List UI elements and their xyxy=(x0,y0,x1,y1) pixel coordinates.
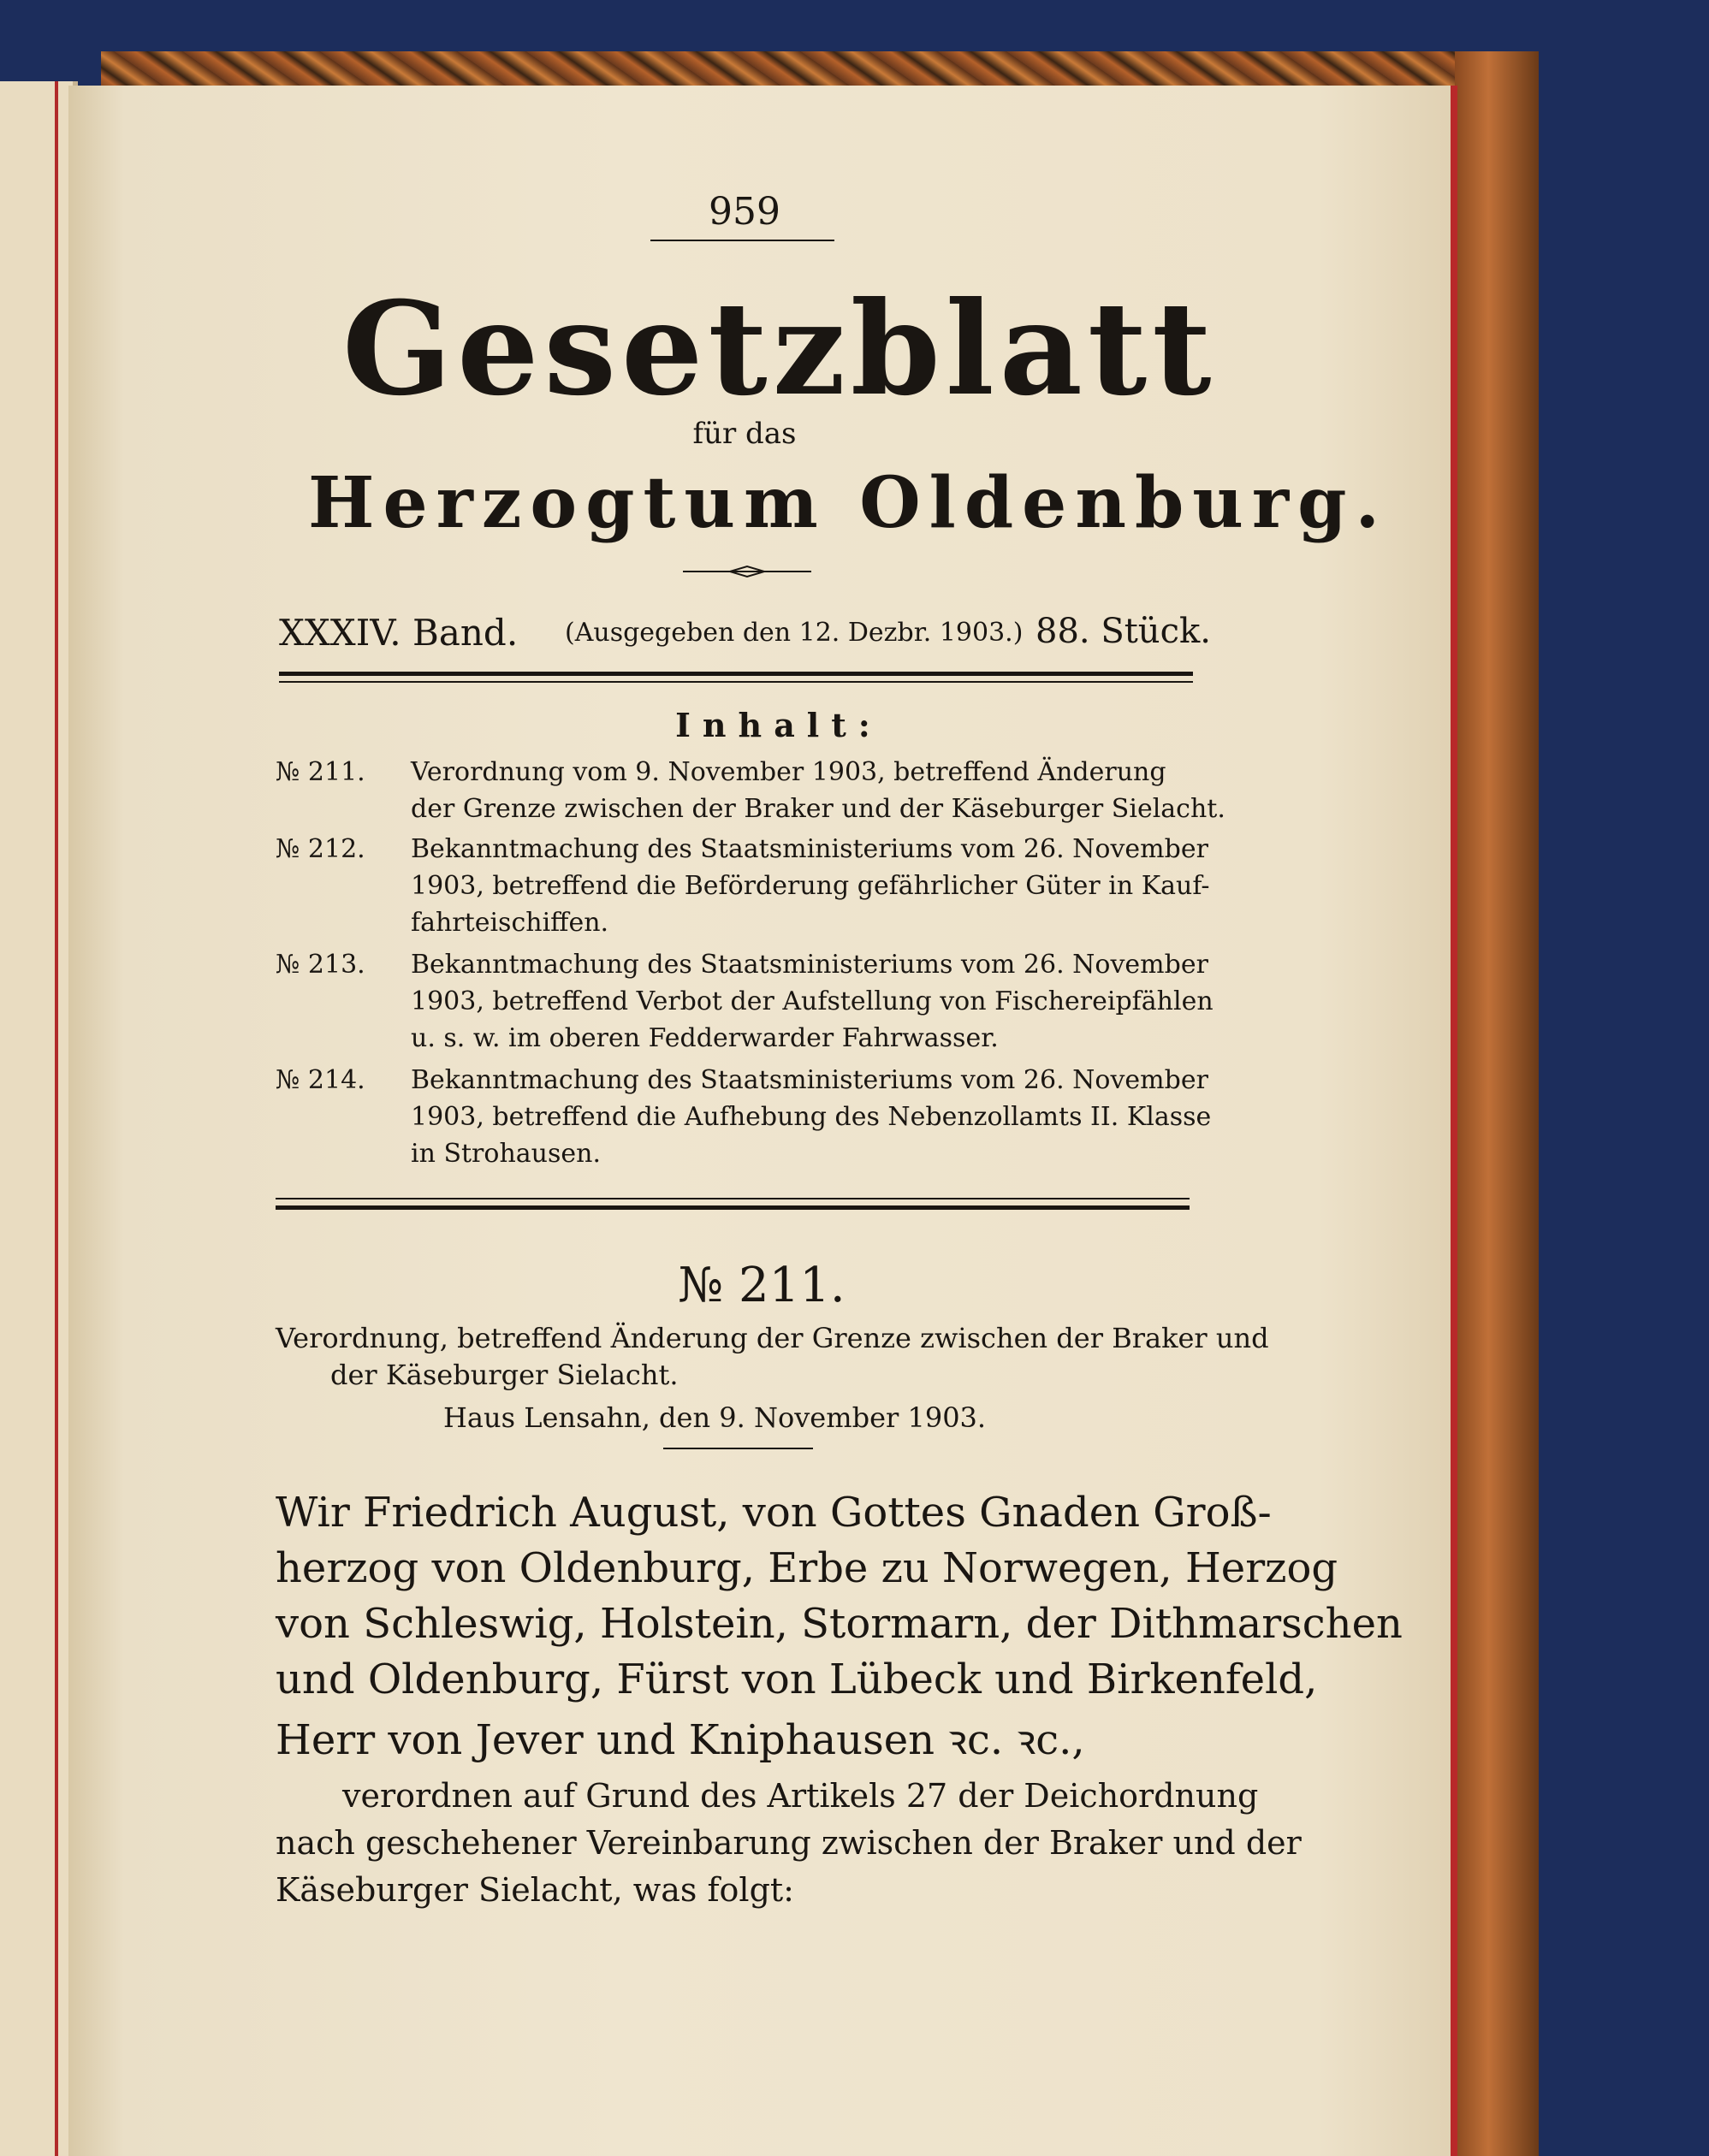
contents-heading: Inhalt: xyxy=(675,706,882,744)
contents-item-line: fahrteischiffen. xyxy=(411,908,609,938)
entry-date-rule xyxy=(663,1448,813,1449)
preamble-line: Wir Friedrich August, von Gottes Gnaden Groß- xyxy=(276,1489,1272,1537)
preamble-line: herzog von Oldenburg, Erbe zu Norwegen, Herzog xyxy=(276,1544,1338,1592)
body-line: verordnen auf Grund des Artikels 27 der Deichordnung xyxy=(342,1777,1259,1815)
preamble-line: Herr von Jever und Kniphausen ꝛc. ꝛc., xyxy=(276,1716,1085,1764)
contents-item-line: 1903, betreffend Verbot der Aufstellung von Fischereipfählen xyxy=(411,986,1214,1016)
contents-top-rule xyxy=(279,672,1193,676)
entry-title-line: der Käseburger Sielacht. xyxy=(330,1359,679,1391)
entry-title-line: Verordnung, betreffend Änderung der Grenze zwischen der Braker und xyxy=(276,1322,1269,1354)
contents-item-number: № 214. xyxy=(276,1065,365,1095)
state-name: Herzogtum Oldenburg. xyxy=(308,462,1388,544)
contents-item-line: in Strohausen. xyxy=(411,1139,601,1169)
contents-item-line: Verordnung vom 9. November 1903, betreffend Änderung xyxy=(411,757,1166,787)
page-number-rule xyxy=(650,240,834,241)
preamble-line: und Oldenburg, Fürst von Lübeck und Birkenfeld, xyxy=(276,1656,1318,1703)
issue-date: (Ausgegeben den 12. Dezbr. 1903.) xyxy=(565,618,1024,648)
contents-bottom-rule-thick xyxy=(276,1205,1190,1210)
entry-place-date: Haus Lensahn, den 9. November 1903. xyxy=(443,1401,987,1434)
volume-label: XXXIV. Band. xyxy=(279,612,519,654)
entry-number-heading: № 211. xyxy=(678,1258,846,1313)
contents-item-number: № 212. xyxy=(276,834,365,864)
contents-top-rule-thin xyxy=(279,681,1193,683)
contents-item-line: u. s. w. im oberen Fedderwarder Fahrwasser. xyxy=(411,1023,999,1053)
preamble-line: von Schleswig, Holstein, Stormarn, der Dithmarschen xyxy=(276,1600,1403,1648)
contents-item-number: № 213. xyxy=(276,950,365,980)
contents-item-line: Bekanntmachung des Staatsministeriums vom 26. November xyxy=(411,834,1208,864)
title-for-line: für das xyxy=(692,417,797,451)
contents-item-line: Bekanntmachung des Staatsministeriums vom 26. November xyxy=(411,1065,1208,1095)
contents-item-line: der Grenze zwischen der Braker und der Käseburger Sielacht. xyxy=(411,794,1225,824)
body-line: nach geschehener Vereinbarung zwischen der Braker und der xyxy=(276,1824,1302,1862)
contents-item-line: 1903, betreffend die Beförderung gefährlicher Güter in Kauf- xyxy=(411,871,1210,901)
contents-item-number: № 211. xyxy=(276,757,365,787)
contents-bottom-rule xyxy=(276,1198,1190,1199)
journal-title: Gesetzblatt xyxy=(342,274,1217,424)
issue-part: 88. Stück. xyxy=(1035,612,1211,651)
contents-item-line: Bekanntmachung des Staatsministeriums vom 26. November xyxy=(411,950,1208,980)
page-number: 959 xyxy=(709,190,780,234)
body-line: Käseburger Sielacht, was folgt: xyxy=(276,1871,794,1909)
ornament-divider xyxy=(683,565,811,578)
contents-item-line: 1903, betreffend die Aufhebung des Nebenzollamts II. Klasse xyxy=(411,1102,1212,1132)
